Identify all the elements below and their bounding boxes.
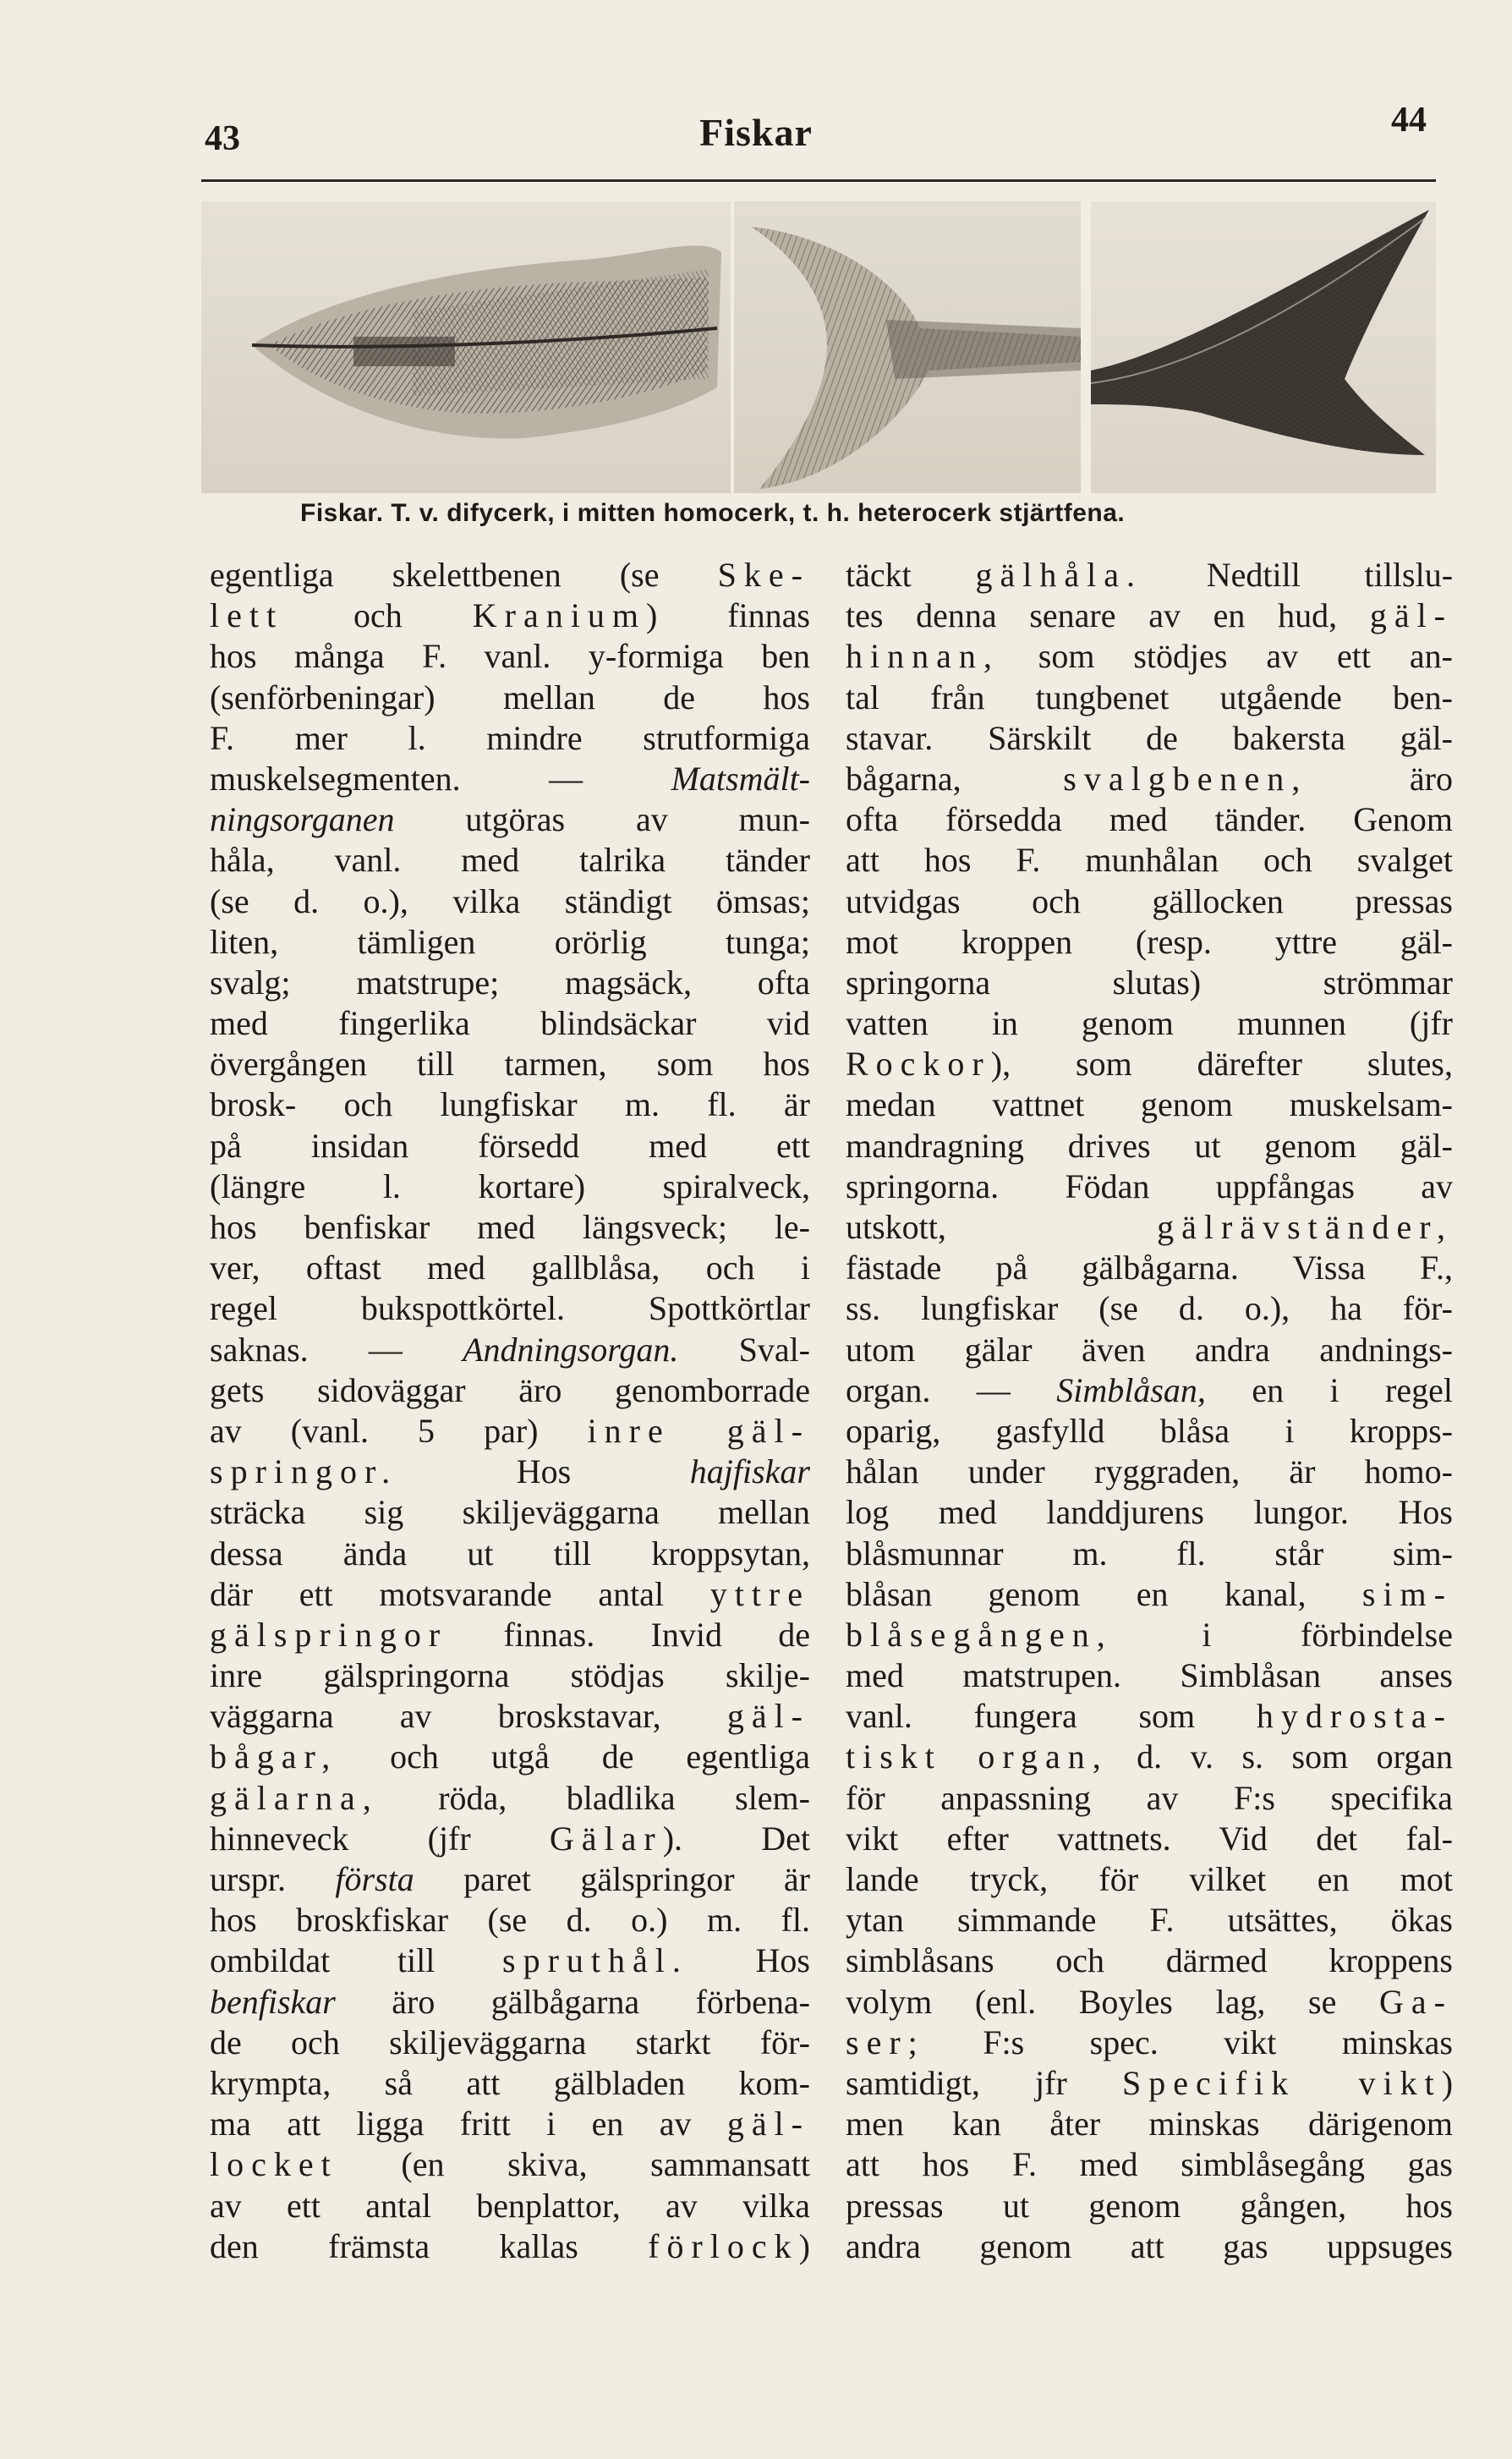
text-run: regel bukspottkörtel. Spottkörtlar (210, 1289, 810, 1328)
text-run: sim- (1361, 1574, 1453, 1613)
text-run: finnas. Invid de (447, 1615, 810, 1654)
text-line (846, 1126, 1453, 1166)
text-run: i förbindelse (1112, 1615, 1453, 1654)
text-line (210, 1126, 810, 1166)
text-run: brosk- och lungfiskar m. fl. är (210, 1085, 810, 1124)
text-run: de och skiljeväggarna starkt för- (210, 2023, 810, 2061)
text-run: urspr. (210, 1860, 336, 1898)
text-run: förlock (648, 2226, 799, 2265)
text-run: Kranium (472, 596, 646, 635)
text-run: medan vattnet genom muskelsam- (846, 1085, 1453, 1124)
text-line (846, 2063, 1453, 2104)
text-run: bågar, (210, 1737, 338, 1776)
text-run: springorna. Födan uppfångas av (846, 1166, 1453, 1205)
text-run: muskelsegmenten. — (210, 759, 671, 798)
text-line (846, 1737, 1453, 1777)
text-line (210, 799, 810, 840)
text-run: lande tryck, för vilket en mot (846, 1860, 1453, 1898)
text-run: där ett motsvarande antal (210, 1574, 710, 1613)
text-run: äro (1307, 759, 1453, 798)
text-run: inre gäl- (587, 1411, 810, 1450)
text-line (846, 840, 1453, 881)
text-line (846, 1003, 1453, 1044)
text-run: liten, tämligen orörlig tunga; (210, 922, 810, 961)
text-run: Hos (397, 1452, 690, 1491)
text-run: och utgå de egentliga (337, 1737, 810, 1776)
text-line (210, 1411, 810, 1452)
text-line (846, 2144, 1453, 2185)
text-run: på insidan försedd med ett (210, 1126, 810, 1165)
text-run: egentliga skelettbenen (se (210, 556, 718, 594)
text-run: lett (210, 596, 284, 635)
text-run: springorna slutas) strömmar (846, 963, 1453, 1002)
text-line (210, 1696, 810, 1737)
text-line (210, 636, 810, 677)
text-run: utvidgas och gällocken pressas (846, 881, 1453, 920)
text-run: samtidigt, jfr (846, 2063, 1122, 2102)
text-run: som stödjes av ett an- (999, 637, 1453, 676)
text-line (210, 1859, 810, 1900)
text-run: äro gälbågarna förbena- (335, 1982, 810, 2021)
text-run: ) (798, 2226, 810, 2265)
text-run: locket (210, 2145, 338, 2184)
text-run: (senförbeningar) mellan de hos (210, 678, 810, 716)
text-line (846, 1207, 1453, 1248)
text-run: hydrosta- (1256, 1697, 1453, 1736)
page-title: Fiskar (699, 111, 813, 154)
text-line (846, 1940, 1453, 1981)
text-run: F. mer l. mindre strutformiga (210, 718, 810, 757)
text-run: utgöras av mun- (394, 800, 810, 839)
text-run: d. v. s. som organ (1108, 1737, 1453, 1776)
text-run: stavar. Särskilt de bakersta gäl- (846, 718, 1453, 757)
header-rule (201, 179, 1436, 182)
text-run: gets sidoväggar äro genomborrade (210, 1370, 810, 1409)
text-line (846, 596, 1453, 636)
text-run: hos broskfiskar (se d. o.) m. fl. (210, 1901, 810, 1940)
text-line (210, 718, 810, 759)
text-line (210, 678, 810, 718)
text-line (846, 1655, 1453, 1696)
figure-homocerk-tail (734, 201, 1081, 493)
text-run: Specifik vikt (1121, 2063, 1442, 2102)
text-run: tal från tungbenet utgående ben- (846, 678, 1453, 716)
text-line (210, 1940, 810, 1981)
text-run: saknas. — (210, 1330, 463, 1369)
text-run: spruthål. (502, 1941, 688, 1980)
text-run: utom gälar även andra andnings- (846, 1330, 1453, 1369)
text-line (846, 1819, 1453, 1859)
text-line (210, 1084, 810, 1125)
text-run: ; F:s spec. vikt minskas (907, 2023, 1453, 2061)
text-line (846, 1330, 1453, 1370)
text-run: övergången till tarmen, som hos (210, 1045, 810, 1084)
text-run: ) (1441, 2063, 1453, 2102)
text-line (210, 1534, 810, 1574)
text-run: (längre l. kortare) spiralveck, (210, 1166, 810, 1205)
text-run: och (283, 596, 473, 635)
text-line (846, 1084, 1453, 1125)
text-line (846, 1452, 1453, 1492)
text-line (210, 759, 810, 799)
text-run: simblåsans och därmed kroppens (846, 1941, 1453, 1980)
text-line (846, 1370, 1453, 1411)
text-run: svalgbenen, (1063, 759, 1308, 798)
text-run: vatten in genom munnen (jfr (846, 1004, 1453, 1043)
text-run: med fingerlika blindsäckar vid (210, 1004, 810, 1043)
text-run: gälhåla. (975, 556, 1142, 594)
text-line (846, 1166, 1453, 1207)
text-run: krympta, så att gälbladen kom- (210, 2063, 810, 2102)
text-line (210, 1370, 810, 1411)
text-line (846, 678, 1453, 718)
text-line (210, 840, 810, 881)
text-line (210, 1819, 810, 1859)
text-line (210, 1207, 810, 1248)
text-run: Ske- (717, 556, 810, 594)
figure-difycerk-tail (201, 201, 731, 493)
text-run: volym (enl. Boyles lag, se (846, 1982, 1380, 2021)
text-line (210, 1982, 810, 2023)
text-run: blåsegången, (846, 1615, 1113, 1654)
text-line (846, 636, 1453, 677)
text-run: andra genom att gas uppsuges (846, 2226, 1453, 2265)
text-run: gäl- (1369, 596, 1453, 635)
text-run: ver, oftast med gallblåsa, och i (210, 1249, 810, 1287)
text-line (210, 922, 810, 963)
text-line (210, 1737, 810, 1777)
text-line (846, 2023, 1453, 2063)
text-run: Andningsorgan. (463, 1330, 679, 1369)
text-line (846, 1248, 1453, 1288)
text-run: ningsorganen (210, 800, 395, 839)
text-line (846, 1411, 1453, 1452)
text-line (210, 1900, 810, 1940)
text-run: gälspringor (210, 1615, 448, 1654)
text-run: sträcka sig skiljeväggarna mellan (210, 1493, 810, 1532)
text-line (210, 1492, 810, 1533)
text-run: tes denna senare av en hud, (846, 596, 1370, 635)
text-run: att hos F. munhålan och svalget (846, 841, 1453, 880)
text-run: tiskt organ, (846, 1737, 1109, 1776)
text-column-left (210, 555, 810, 2267)
text-column-right (846, 555, 1453, 2267)
text-run: svalg; matstrupe; magsäck, ofta (210, 963, 810, 1002)
text-line (846, 2104, 1453, 2144)
text-line (210, 1166, 810, 1207)
text-run: ser (846, 2023, 908, 2061)
text-line (846, 718, 1453, 759)
text-line (846, 1859, 1453, 1900)
text-run: organ. — (846, 1370, 1057, 1409)
text-line (210, 2063, 810, 2104)
text-run: hålan under ryggraden, är homo- (846, 1452, 1453, 1491)
text-run: (en skiva, sammansatt (337, 2145, 810, 2184)
text-line (210, 2023, 810, 2063)
text-run: log med landdjurens lungor. Hos (846, 1493, 1453, 1532)
text-line (846, 759, 1453, 799)
text-run: ofta försedda med tänder. Genom (846, 800, 1453, 839)
text-run: pressas ut genom gången, hos (846, 2186, 1453, 2225)
text-line (846, 1534, 1453, 1574)
page-number-right: 44 (1391, 101, 1427, 140)
text-line (846, 881, 1453, 922)
text-run: bågarna, (846, 759, 1064, 798)
text-run: den främsta kallas (210, 2226, 649, 2265)
text-run: ), som därefter slutes, (990, 1045, 1453, 1084)
text-line (210, 1044, 810, 1084)
text-line (846, 1615, 1453, 1655)
text-line (210, 1778, 810, 1819)
text-line (210, 1288, 810, 1329)
text-run: hinneveck (jfr (210, 1819, 550, 1858)
text-line (846, 2186, 1453, 2226)
text-run: inre gälspringorna stödjas skilje- (210, 1656, 810, 1695)
text-run: av (vanl. 5 par) (210, 1411, 588, 1450)
text-run: Sval- (678, 1330, 810, 1369)
text-run: hajfiskar (689, 1452, 810, 1491)
text-run: en i regel (1205, 1370, 1453, 1409)
text-line (210, 1615, 810, 1655)
text-run: gälrävständer, (1157, 1208, 1453, 1246)
figure-heterocerk-tail (1091, 201, 1436, 493)
text-line (210, 596, 810, 636)
text-run: för anpassning av F:s specifika (846, 1778, 1453, 1817)
text-run: oparig, gasfylld blåsa i kropps- (846, 1411, 1453, 1450)
text-run: täckt (846, 556, 976, 594)
text-line (210, 1003, 810, 1044)
text-run: vikt efter vattnets. Vid det fal- (846, 1819, 1453, 1858)
text-run: gälarna, (210, 1778, 379, 1817)
text-run: Matsmält- (671, 759, 810, 798)
text-run: av ett antal benplattor, av vilka (210, 2186, 810, 2225)
text-line (846, 1288, 1453, 1329)
text-line (846, 1778, 1453, 1819)
text-run: ma att ligga fritt i en av (210, 2105, 727, 2143)
text-line (846, 1574, 1453, 1615)
text-run: (se d. o.), vilka ständigt ömsas; (210, 881, 810, 920)
text-line (210, 2144, 810, 2185)
text-run: håla, vanl. med talrika tänder (210, 841, 810, 880)
text-run: dessa ända ut till kroppsytan, (210, 1534, 810, 1573)
figure-caption: Fiskar. T. v. difycerk, i mitten homocerk, t. h. heterocerk stjärtfena. (300, 499, 1126, 527)
text-line (210, 963, 810, 1003)
text-run: första (335, 1860, 414, 1898)
text-line (210, 1330, 810, 1370)
text-line (846, 1044, 1453, 1084)
text-run: Gälar (549, 1819, 663, 1858)
text-line (210, 1655, 810, 1696)
text-run: Hos (688, 1941, 810, 1980)
text-run: Nedtill tillslu- (1142, 556, 1453, 594)
text-run: ) finnas (645, 596, 810, 635)
text-run: hinnan, (846, 637, 1000, 676)
text-run: benfiskar (210, 1982, 336, 2021)
text-line (210, 1574, 810, 1615)
text-run: yttre (709, 1574, 810, 1613)
text-run: utskott, (846, 1208, 1158, 1246)
text-line (846, 555, 1453, 596)
text-run: Ga- (1379, 1982, 1453, 2021)
text-run: Rockor (846, 1045, 991, 1084)
page-number-left: 43 (205, 119, 240, 158)
text-line (846, 799, 1453, 840)
text-run: mandragning drives ut genom gäl- (846, 1126, 1453, 1165)
text-run: gäl- (726, 2105, 810, 2143)
text-line (210, 881, 810, 922)
text-run: ombildat till (210, 1941, 502, 1980)
text-line (210, 2186, 810, 2226)
text-run: Simblåsan, (1056, 1370, 1206, 1409)
text-run: springor. (210, 1452, 398, 1491)
text-run: röda, bladlika slem- (378, 1778, 810, 1817)
text-run: hos många F. vanl. y-formiga ben (210, 637, 810, 676)
text-run: paret gälspringor är (414, 1860, 810, 1898)
text-run: vanl. fungera som (846, 1697, 1257, 1736)
text-line (846, 922, 1453, 963)
text-line (846, 1900, 1453, 1940)
text-run: fästade på gälbågarna. Vissa F., (846, 1249, 1453, 1287)
text-run: väggarna av broskstavar, (210, 1697, 727, 1736)
text-run: ss. lungfiskar (se d. o.), ha för- (846, 1289, 1453, 1328)
text-run: hos benfiskar med längsveck; le- (210, 1208, 810, 1246)
text-run: blåsan genom en kanal, (846, 1574, 1362, 1613)
text-line (846, 963, 1453, 1003)
text-line (210, 1248, 810, 1288)
text-run: gäl- (726, 1697, 810, 1736)
text-run: ytan simmande F. utsättes, ökas (846, 1901, 1453, 1940)
text-run: men kan åter minskas därigenom (846, 2105, 1453, 2143)
text-run: ). Det (662, 1819, 810, 1858)
text-run: med matstrupen. Simblåsan anses (846, 1656, 1453, 1695)
text-line (846, 2226, 1453, 2267)
text-run: mot kroppen (resp. yttre gäl- (846, 922, 1453, 961)
text-run: att hos F. med simblåsegång gas (846, 2145, 1453, 2184)
text-line (846, 1696, 1453, 1737)
text-line (846, 1982, 1453, 2023)
text-line (210, 2104, 810, 2144)
text-line (210, 2226, 810, 2267)
text-run: blåsmunnar m. fl. står sim- (846, 1534, 1453, 1573)
text-line (210, 555, 810, 596)
text-line (846, 1492, 1453, 1533)
text-line (210, 1452, 810, 1492)
